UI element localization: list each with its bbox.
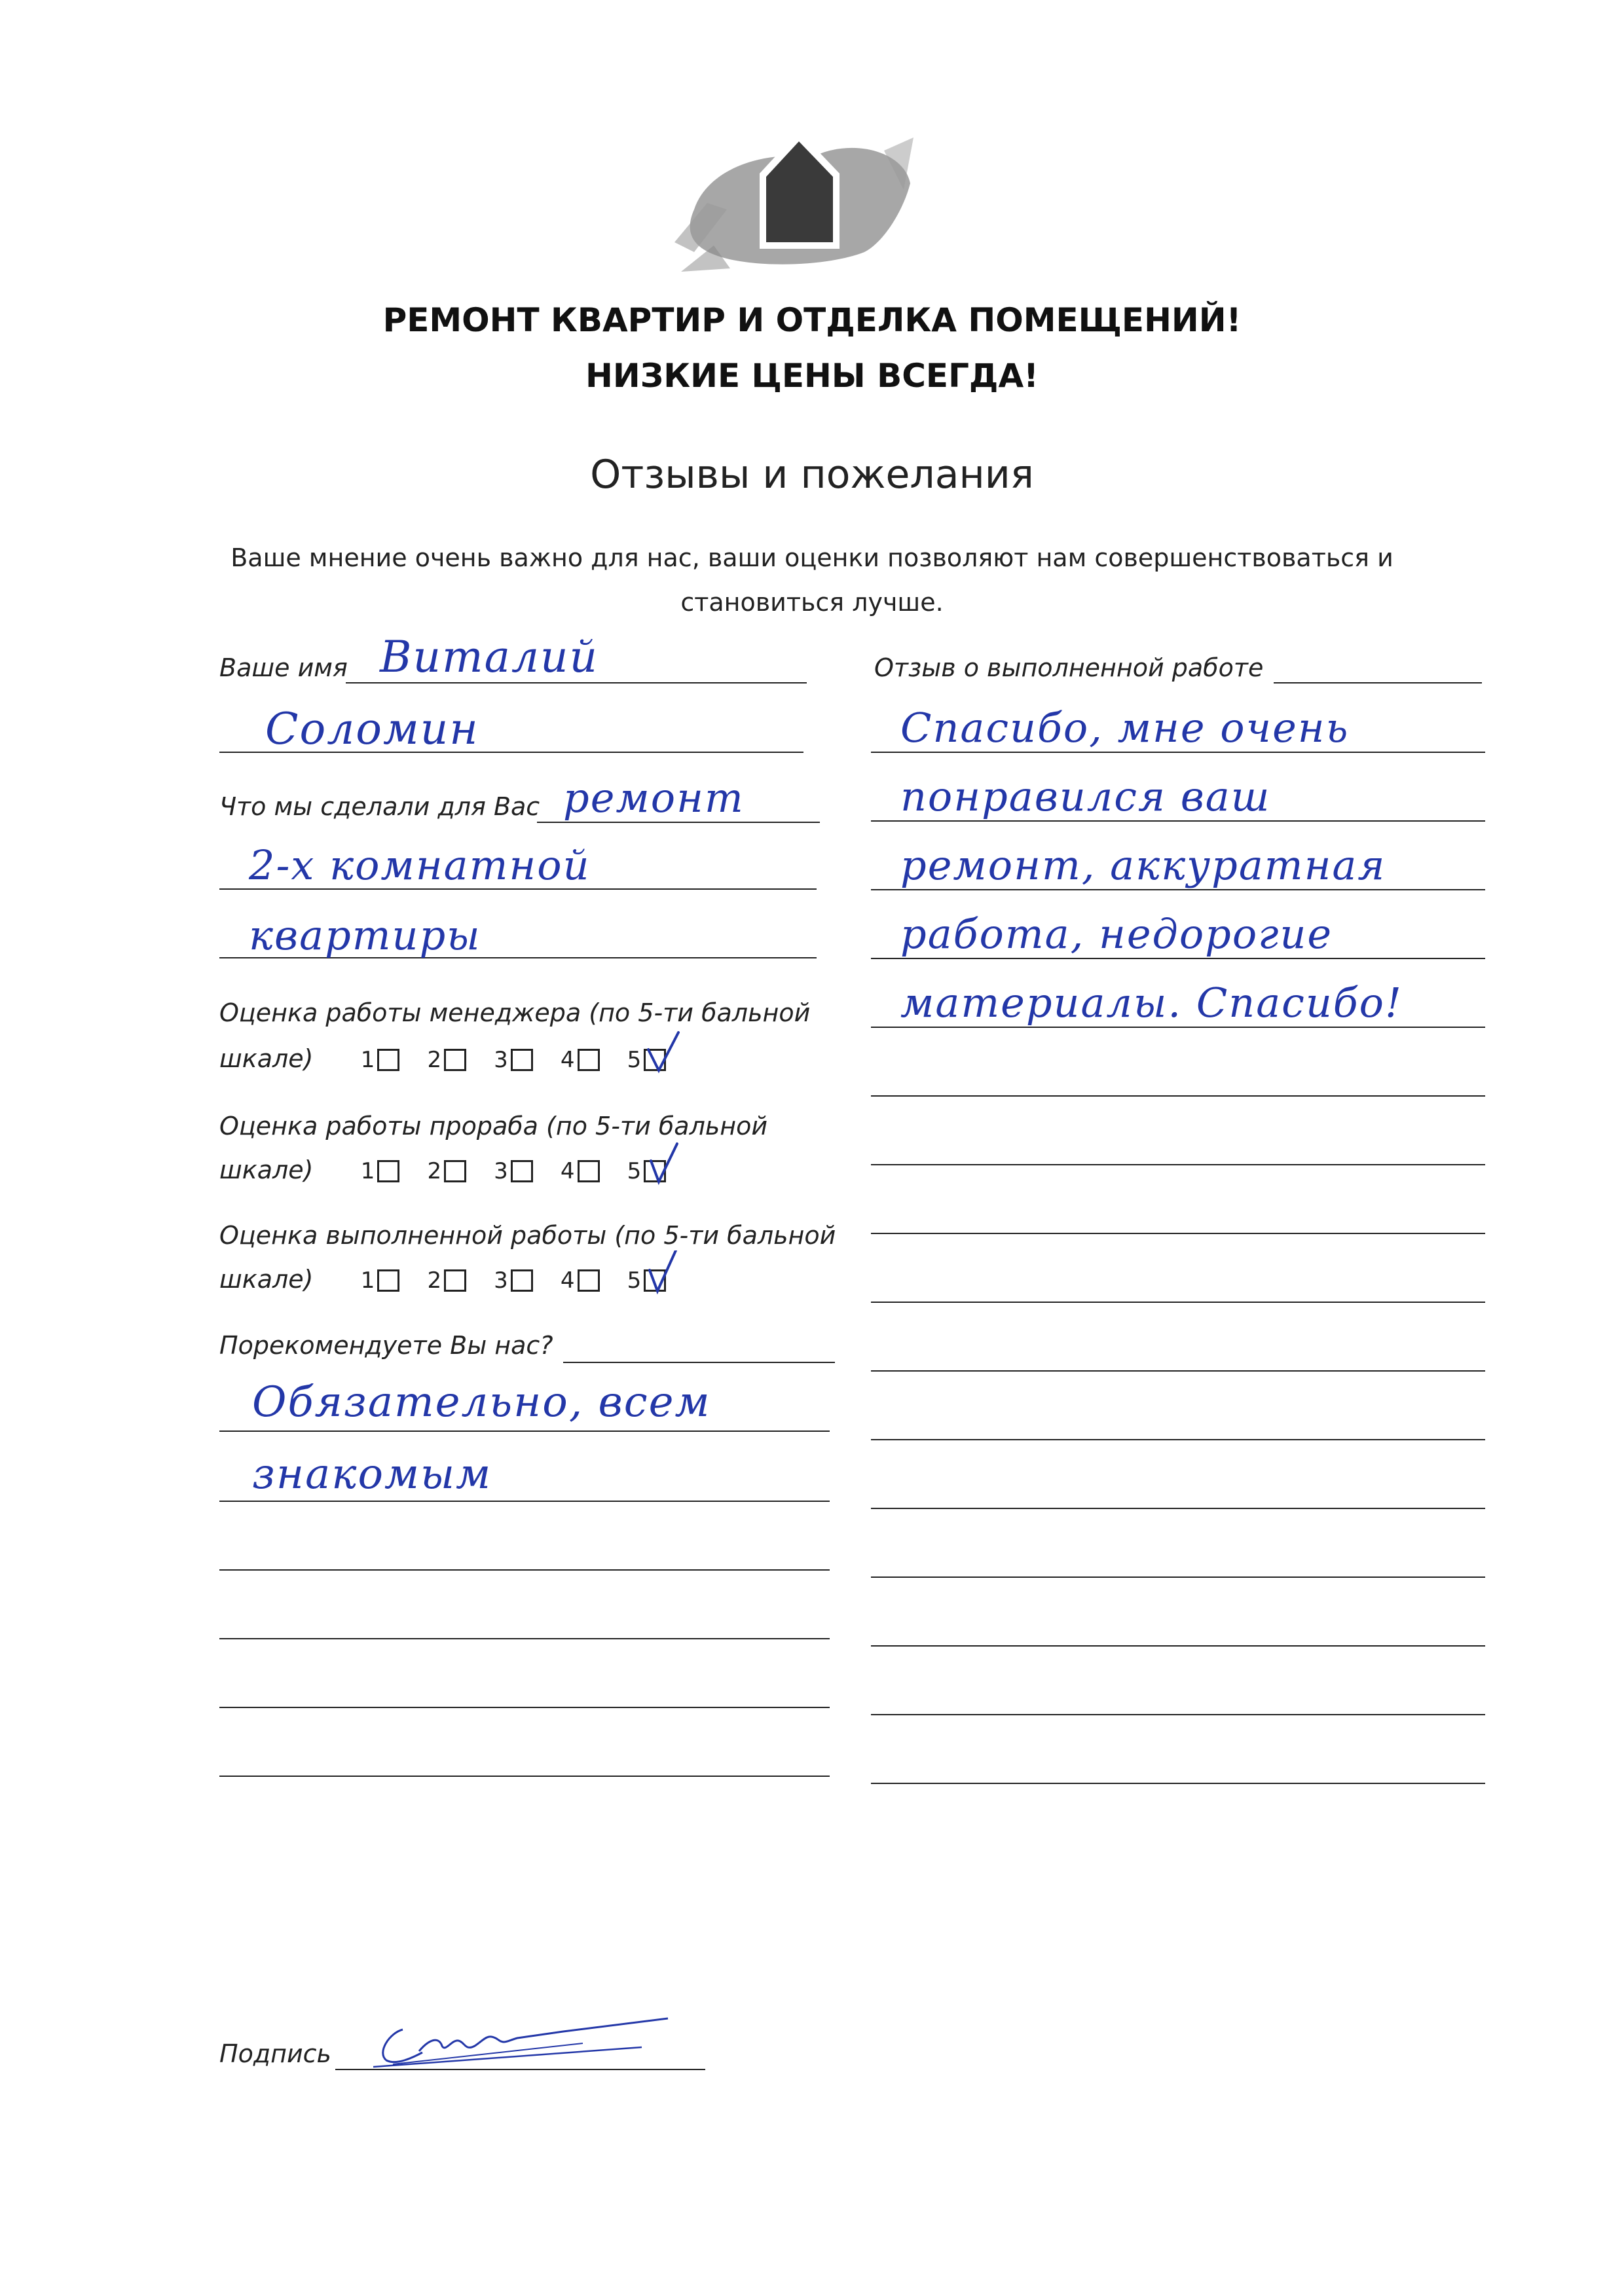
- review-line-5: [871, 1027, 1485, 1028]
- rating-work-checkbox-2[interactable]: [444, 1269, 466, 1292]
- rating-foreman-label: Оценка работы прораба (по 5-ти бальной: [219, 1112, 768, 1140]
- rating-option-label: 5: [627, 1158, 642, 1184]
- intro-line-1: Ваше мнение очень важно для нас, ваши оценки позволяют нам совершенствоваться и: [231, 543, 1393, 572]
- recommend-line-3: [219, 1501, 830, 1502]
- name-value-1[interactable]: Виталий: [380, 632, 599, 682]
- blank-line: [871, 1645, 1485, 1647]
- recommend-line-1: [563, 1362, 835, 1363]
- rating-option-label: 1: [360, 1158, 375, 1184]
- rating-manager-scale-label: шкале): [219, 1044, 314, 1073]
- review-value-4[interactable]: работа, недорогие: [900, 910, 1333, 958]
- checkmark-icon: [644, 1141, 684, 1187]
- rating-foreman-scale-label: шкале): [219, 1156, 314, 1184]
- blank-line: [871, 1439, 1485, 1440]
- recommend-value-1[interactable]: Обязательно, всем: [252, 1378, 711, 1427]
- review-line-4: [871, 958, 1485, 959]
- blank-line: [219, 1707, 830, 1708]
- blank-line: [871, 1095, 1485, 1097]
- rating-foreman-checkbox-4[interactable]: [578, 1160, 600, 1182]
- work-label: Что мы сделали для Вас: [219, 792, 540, 821]
- recommend-value-2[interactable]: знакомым: [252, 1450, 492, 1499]
- rating-foreman: [219, 1156, 686, 1184]
- blank-line: [871, 1783, 1485, 1784]
- rating-manager-checkbox-2[interactable]: [444, 1049, 466, 1071]
- rating-option-label: 2: [427, 1267, 442, 1294]
- blank-line: [219, 1776, 830, 1777]
- review-line-1: [871, 752, 1485, 753]
- review-value-3[interactable]: ремонт, аккуратная: [900, 841, 1386, 889]
- rating-option-label: 4: [560, 1047, 575, 1073]
- checkmark-icon: [644, 1250, 684, 1296]
- work-value-3[interactable]: квартиры: [249, 911, 481, 959]
- recommend-line-2: [219, 1430, 830, 1432]
- signature-label: Подпись: [219, 2039, 331, 2068]
- blank-line: [871, 1508, 1485, 1509]
- review-value-2[interactable]: понравился ваш: [900, 773, 1271, 820]
- blank-line: [871, 1302, 1485, 1303]
- blank-line: [871, 1370, 1485, 1372]
- review-value-5[interactable]: материалы. Спасибо!: [900, 979, 1403, 1027]
- intro-text: [0, 536, 1624, 625]
- rating-work-label: Оценка выполненной работы (по 5-ти бальной: [219, 1221, 836, 1250]
- checkmark-icon: [644, 1030, 684, 1076]
- signature-scribble[interactable]: [367, 2000, 674, 2072]
- page-title: Отзывы и пожелания: [590, 452, 1034, 498]
- name-value-2[interactable]: Соломин: [265, 704, 479, 754]
- recommend-label: Порекомендуете Вы нас?: [219, 1331, 553, 1360]
- review-line-3: [871, 889, 1485, 890]
- rating-work-checkbox-1[interactable]: [377, 1269, 399, 1292]
- rating-option-label: 3: [494, 1047, 508, 1073]
- name-line-1: [346, 682, 807, 683]
- rating-work-checkbox-3[interactable]: [511, 1269, 533, 1292]
- rating-option-label: 5: [627, 1267, 642, 1294]
- work-value-1[interactable]: ремонт: [563, 774, 745, 822]
- header-line-1: РЕМОНТ КВАРТИР И ОТДЕЛКА ПОМЕЩЕНИЙ!: [382, 301, 1242, 339]
- house-icon: [668, 111, 917, 275]
- rating-option-label: 1: [360, 1047, 375, 1073]
- header-line-2: НИЗКИЕ ЦЕНЫ ВСЕГДА!: [585, 357, 1039, 395]
- review-label: Отзыв о выполненной работе: [874, 653, 1264, 682]
- rating-work-scale-label: шкале): [219, 1265, 314, 1294]
- rating-option-label: 1: [360, 1267, 375, 1294]
- rating-foreman-checkbox-3[interactable]: [511, 1160, 533, 1182]
- rating-work-checkbox-4[interactable]: [578, 1269, 600, 1292]
- blank-line: [219, 1569, 830, 1571]
- rating-option-label: 2: [427, 1047, 442, 1073]
- rating-option-label: 3: [494, 1267, 508, 1294]
- rating-manager-checkbox-3[interactable]: [511, 1049, 533, 1071]
- work-line-1: [537, 822, 820, 823]
- rating-manager: [219, 1044, 686, 1073]
- review-value-1[interactable]: Спасибо, мне очень: [900, 704, 1350, 752]
- review-line-2: [871, 820, 1485, 822]
- rating-foreman-checkbox-1[interactable]: [377, 1160, 399, 1182]
- blank-line: [871, 1164, 1485, 1165]
- blank-line: [219, 1638, 830, 1639]
- rating-option-label: 4: [560, 1267, 575, 1294]
- review-line-0: [1274, 682, 1482, 683]
- rating-foreman-checkbox-5[interactable]: [644, 1160, 666, 1182]
- rating-option-label: 4: [560, 1158, 575, 1184]
- work-value-2[interactable]: 2-х комнатной: [249, 841, 591, 889]
- rating-option-label: 5: [627, 1047, 642, 1073]
- blank-line: [871, 1233, 1485, 1234]
- rating-manager-label: Оценка работы менеджера (по 5-ти бальной: [219, 998, 811, 1027]
- rating-work-checkbox-5[interactable]: [644, 1269, 666, 1292]
- blank-line: [871, 1576, 1485, 1578]
- name-label: Ваше имя: [219, 653, 348, 682]
- rating-work: [219, 1265, 686, 1294]
- rating-manager-checkbox-1[interactable]: [377, 1049, 399, 1071]
- intro-line-2: становиться лучше.: [680, 588, 944, 617]
- blank-line: [871, 1714, 1485, 1715]
- rating-manager-checkbox-5[interactable]: [644, 1049, 666, 1071]
- rating-option-label: 3: [494, 1158, 508, 1184]
- rating-option-label: 2: [427, 1158, 442, 1184]
- rating-foreman-checkbox-2[interactable]: [444, 1160, 466, 1182]
- rating-manager-checkbox-4[interactable]: [578, 1049, 600, 1071]
